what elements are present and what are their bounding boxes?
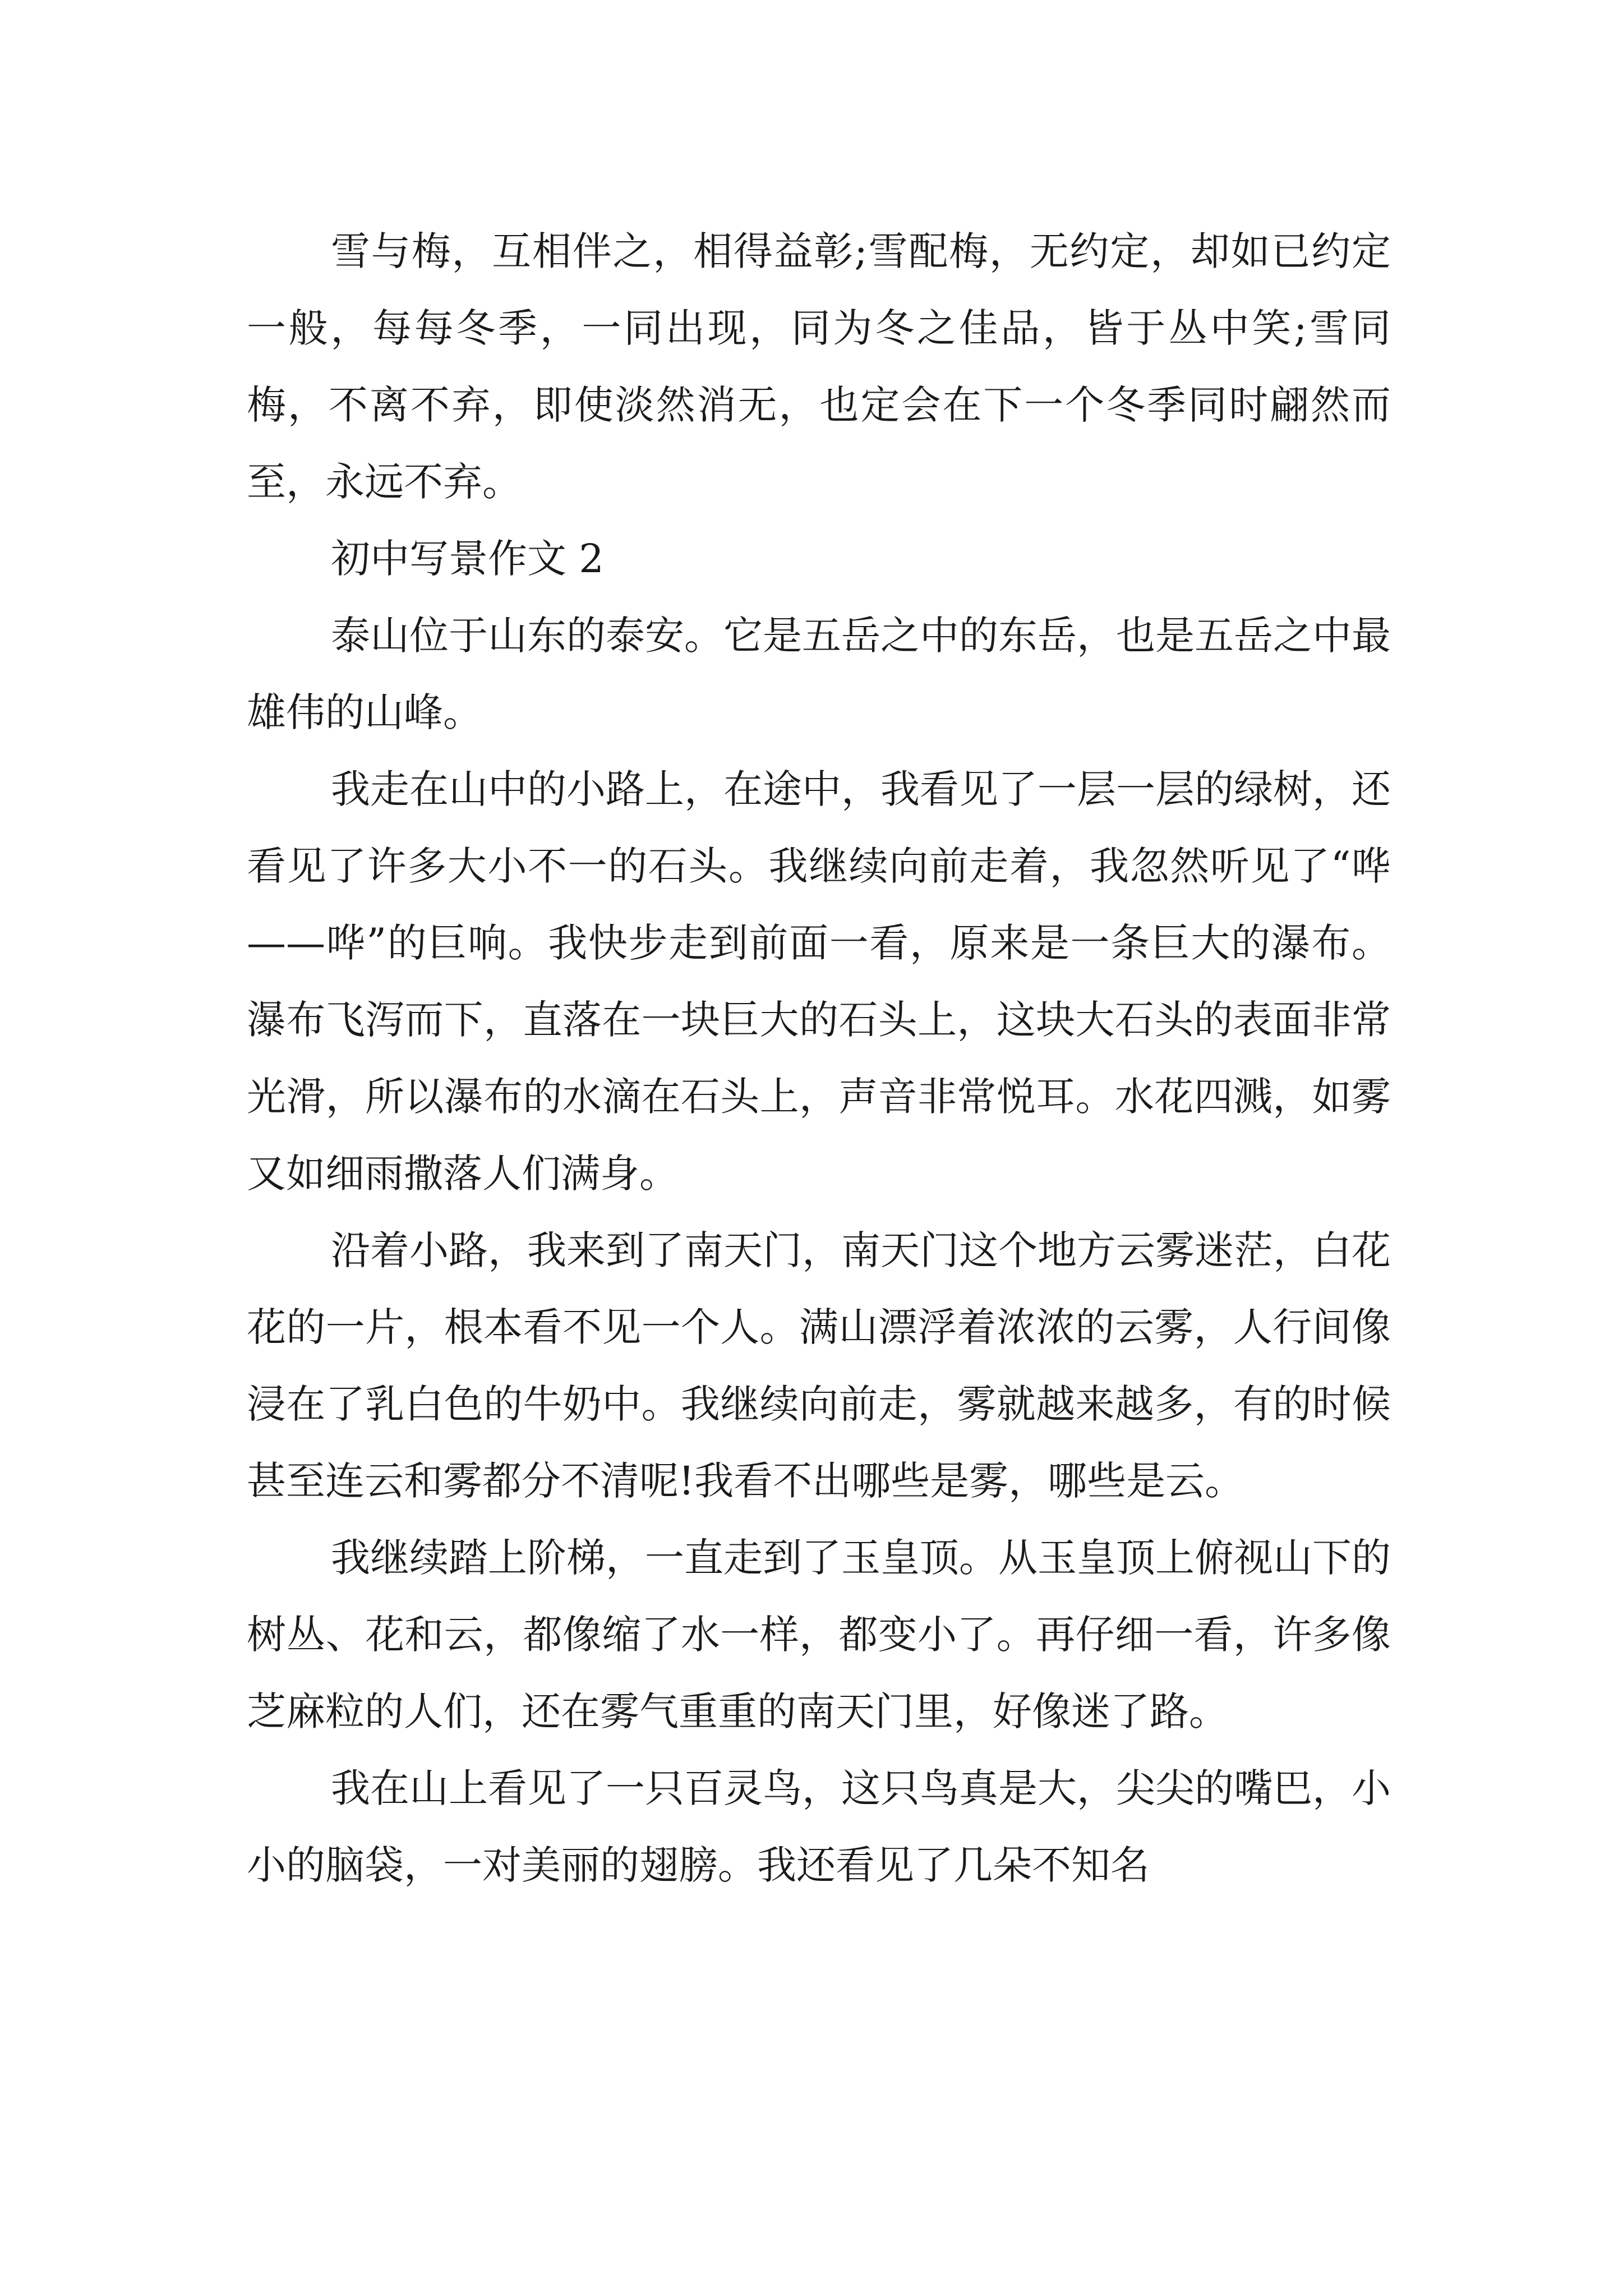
section-heading: 初中写景作文 2 <box>331 536 604 582</box>
paragraph-nantianmen: 沿着小路，我来到了南天门，南天门这个地方云雾迷茫，白花花的一片，根本看不见一个人。满山漂浮着浓浓的云雾，人行间像浸在了乳白色的牛奶中。我继续向前走，雾就越来越多，有的时候甚至连云和雾都分不清呢!我看不出哪些是雾，哪些是云。 <box>247 1227 1391 1504</box>
paragraph-waterfall: 我走在山中的小路上，在途中，我看见了一层一层的绿树，还看见了许多大小不一的石头。我继续向前走着，我忽然听见了“哗——哗”的巨响。我快步走到前面一看，原来是一条巨大的瀑布。瀑布飞泻而下，直落在一块巨大的石头上，这块大石头的表面非常光滑，所以瀑布的水滴在石头上，声音非常悦耳。水花四溅，如雾又如细雨撒落人们满身。 <box>247 766 1391 1197</box>
paragraph-taishan-intro: 泰山位于山东的泰安。它是五岳之中的东岳，也是五岳之中最雄伟的山峰。 <box>247 613 1391 735</box>
paragraph-snow-plum: 雪与梅，互相伴之，相得益彰;雪配梅，无约定，却如已约定一般，每每冬季，一同出现，同为冬之佳品，皆于丛中笑;雪同梅，不离不弃，即使淡然消无，也定会在下一个冬季同时翩然而至，永远不弃。 <box>247 228 1391 505</box>
paragraph-lark: 我在山上看见了一只百灵鸟，这只鸟真是大，尖尖的嘴巴，小小的脑袋，一对美丽的翅膀。我还看见了几朵不知名 <box>247 1765 1391 1888</box>
document-page <box>247 213 1391 1904</box>
paragraph-yuhuangding: 我继续踏上阶梯，一直走到了玉皇顶。从玉皇顶上俯视山下的树丛、花和云，都像缩了水一样，都变小了。再仔细一看，许多像芝麻粒的人们，还在雾气重重的南天门里，好像迷了路。 <box>247 1535 1391 1734</box>
